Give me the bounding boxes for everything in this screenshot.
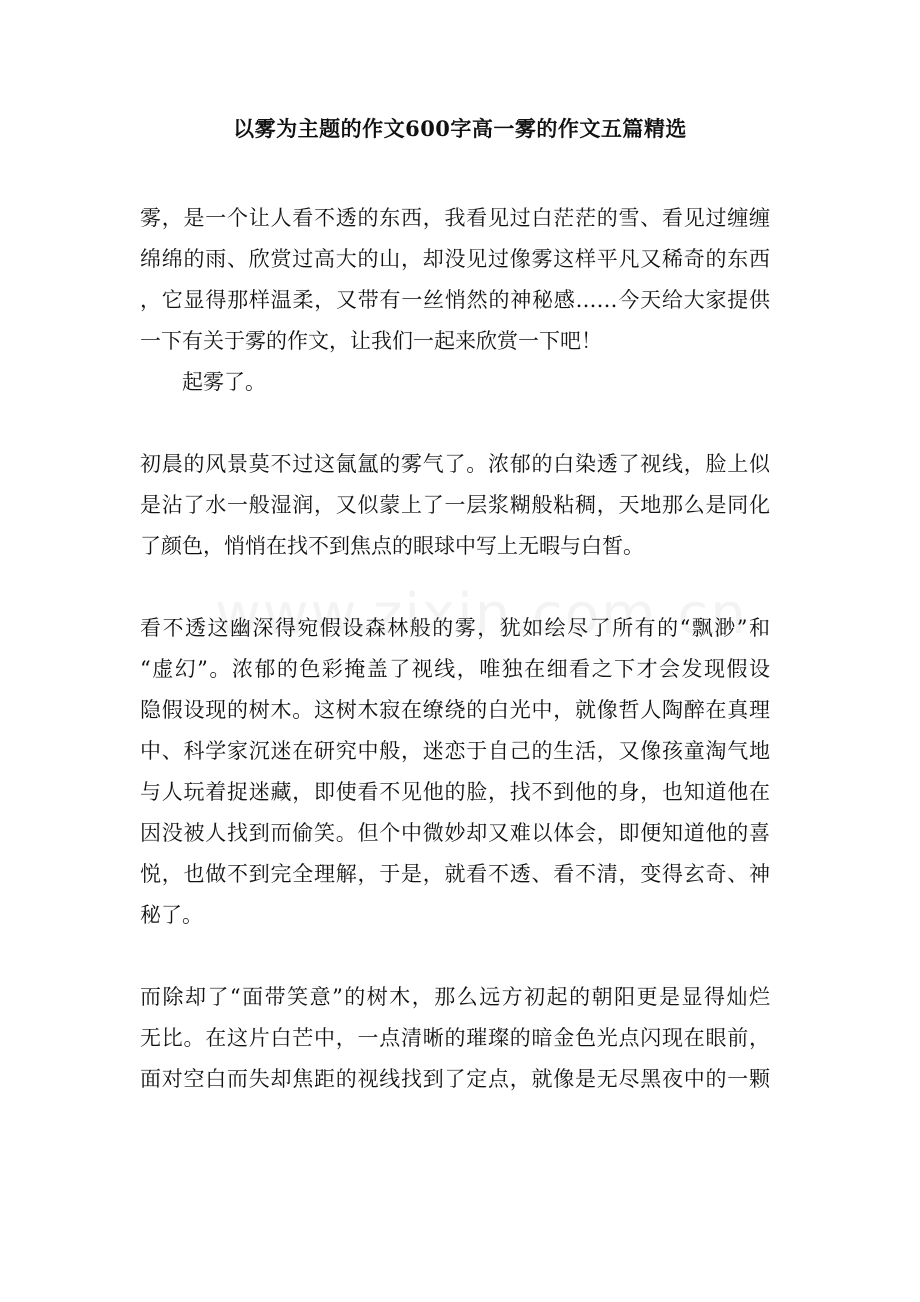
paragraph-gap [140, 567, 770, 608]
paragraph-1 [140, 198, 770, 362]
text-line: 看不透这幽深得宛假设森林般的雾，犹如绘尽了所有的“飘渺”和 [140, 616, 770, 640]
text-line: 绵绵的雨、欣赏过高大的山，却没见过像雾这样平凡又稀奇的东西 [140, 247, 770, 271]
document-body [140, 198, 770, 1100]
text-line: 与人玩着捉迷藏，即使看不见他的脸，找不到他的身，也知道他在 [140, 780, 770, 804]
document-title: 以雾为主题的作文600字高一雾的作文五篇精选 [233, 116, 687, 141]
text-line: 中、科学家沉迷在研究中般，迷恋于自己的生活，又像孩童淘气地 [140, 739, 770, 763]
text-line: 雾，是一个让人看不透的东西，我看见过白茫茫的雪、看见过缠缠 [140, 206, 770, 230]
text-line: 秘了。 [140, 903, 203, 927]
paragraph-2 [140, 362, 770, 403]
text-line: 面对空白而失却焦距的视线找到了定点，就像是无尽黑夜中的一颗 [140, 1067, 770, 1091]
text-line: 是沾了水一般湿润，又似蒙上了一层浆糊般粘稠，天地那么是同化 [140, 493, 770, 517]
text-line: “虚幻”。浓郁的色彩掩盖了视线，唯独在细看之下才会发现假设 [140, 657, 770, 681]
text-line: 而除却了“面带笑意”的树木，那么远方初起的朝阳更是显得灿烂 [140, 985, 770, 1009]
paragraph-gap [140, 936, 770, 977]
text-line: 悦，也做不到完全理解，于是，就看不透、看不清，变得玄奇、神 [140, 862, 770, 886]
paragraph-4 [140, 608, 770, 936]
text-line: 无比。在这片白芒中，一点清晰的璀璨的暗金色光点闪现在眼前， [140, 1026, 770, 1050]
text-line: 隐假设现的树木。这树木寂在缭绕的白光中，就像哲人陶醉在真理 [140, 698, 770, 722]
text-line: 起雾了。 [182, 370, 266, 394]
paragraph-3 [140, 444, 770, 567]
text-line: 一下有关于雾的作文，让我们一起来欣赏一下吧！ [140, 329, 602, 353]
text-line: 因没被人找到而偷笑。但个中微妙却又难以体会，即便知道他的喜 [140, 821, 770, 845]
text-line: ，它显得那样温柔，又带有一丝悄然的神秘感……今天给大家提供 [140, 288, 770, 312]
text-line: 初晨的风景莫不过这氤氲的雾气了。浓郁的白染透了视线，脸上似 [140, 452, 770, 476]
paragraph-5 [140, 977, 770, 1100]
paragraph-gap [140, 403, 770, 444]
text-line: 了颜色，悄悄在找不到焦点的眼球中写上无暇与白皙。 [140, 534, 644, 558]
